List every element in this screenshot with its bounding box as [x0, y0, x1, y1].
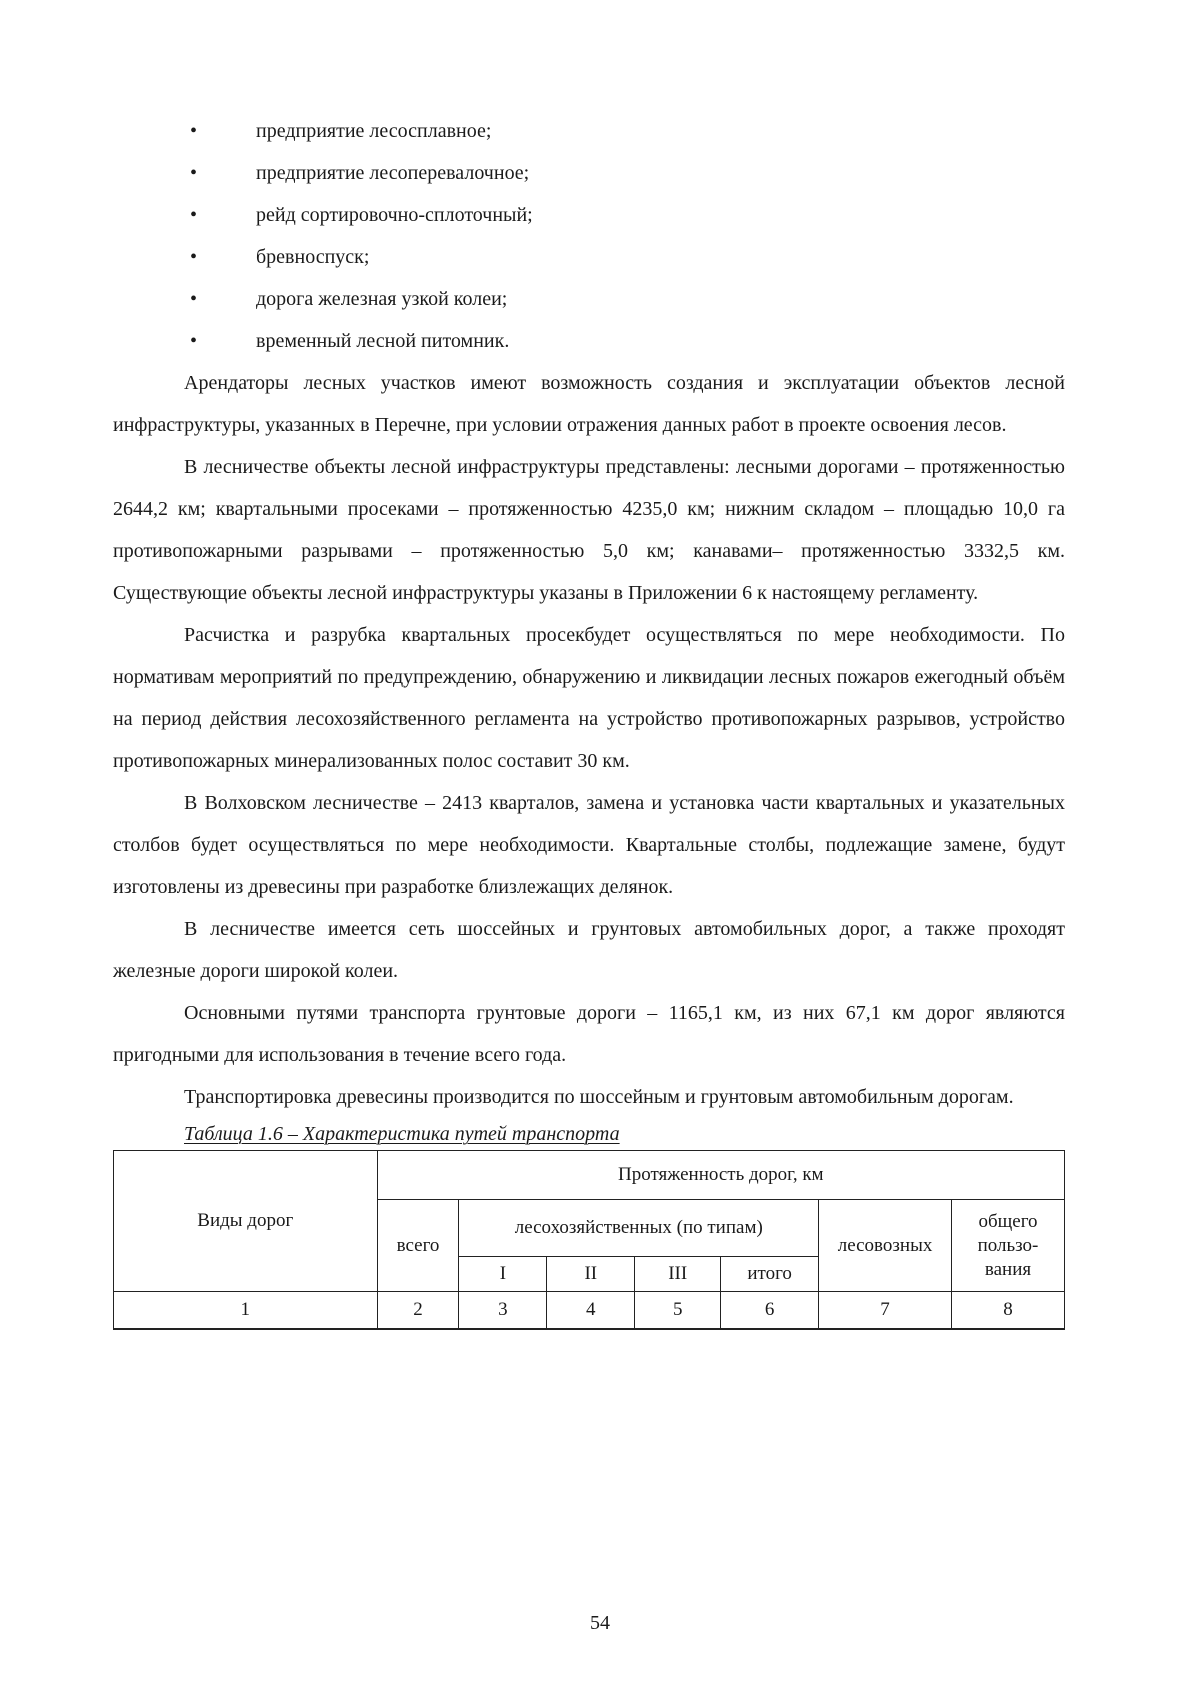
header-length: Протяженность дорог, км	[377, 1151, 1064, 1200]
header-forestry: лесохозяйственных (по типам)	[459, 1200, 819, 1257]
column-number: 4	[547, 1292, 635, 1330]
paragraph-lease-infrastructure: Арендаторы лесных участков имеют возможность создания и эксплуатации объектов лесной инфраструктуры, указанных в Перечне, при условии отражения данных работ в проекте освоения лесов.	[113, 372, 1065, 436]
list-item	[113, 278, 1065, 320]
bullet-icon: •	[190, 330, 198, 352]
paragraph-quarter-posts: В Волховском лесничестве – 2413 кварталов, замена и установка части квартальных и указательных столбов будет осуществляться по мере необходимости. Квартальные столбы, подлежащие замене, будут изготовлены из древесины при разработке близлежащих делянок.	[113, 792, 1065, 898]
column-number: 6	[721, 1292, 819, 1330]
bullet-icon: •	[190, 162, 198, 184]
list-item-text: дорога железная узкой колеи;	[256, 288, 508, 310]
header-logging: лесовозных	[819, 1200, 952, 1292]
list-item	[113, 320, 1065, 362]
column-number: 3	[459, 1292, 547, 1330]
bullet-icon: •	[190, 246, 198, 268]
page-number: 54	[590, 1612, 610, 1634]
header-type-1: I	[459, 1257, 547, 1292]
bullet-list	[113, 110, 1065, 362]
column-number: 7	[819, 1292, 952, 1330]
header-subtotal: итого	[721, 1257, 819, 1292]
transport-routes-table	[113, 1150, 1065, 1330]
column-number: 8	[952, 1292, 1065, 1330]
column-number: 5	[635, 1292, 721, 1330]
paragraph-infrastructure-objects: В лесничестве объекты лесной инфраструктуры представлены: лесными дорогами – протяженностью 2644,2 км; квартальными просеками – протяженностью 4235,0 км; нижним складом – площадью 10,0 га противопожарными разрывами – протяженностью 5,0 км; канавами– протяженностью 3332,5 км. Существующие объекты лесной инфраструктуры указаны в Приложении 6 к настоящему регламенту.	[113, 456, 1065, 604]
header-public: общего пользо-вания	[952, 1200, 1065, 1292]
list-item-text: рейд сортировочно-сплоточный;	[256, 204, 533, 226]
list-item	[113, 110, 1065, 152]
header-road-types: Виды дорог	[114, 1151, 378, 1292]
header-type-2: II	[547, 1257, 635, 1292]
column-number: 2	[377, 1292, 459, 1330]
list-item	[113, 152, 1065, 194]
list-item	[113, 236, 1065, 278]
bullet-icon: •	[190, 120, 198, 142]
column-number: 1	[114, 1292, 378, 1330]
paragraph-timber-transport: Транспортировка древесины производится по шоссейным и грунтовым автомобильным дорогам.	[184, 1086, 1014, 1108]
table-header-row	[114, 1151, 1065, 1200]
list-item-text: бревноспуск;	[256, 246, 370, 268]
list-item-text: временный лесной питомник.	[256, 330, 510, 352]
paragraph-main-routes: Основными путями транспорта грунтовые дороги – 1165,1 км, из них 67,1 км дорог являются пригодными для использования в течение всего года.	[113, 1002, 1065, 1066]
list-item-text: предприятие лесоперевалочное;	[256, 162, 530, 184]
paragraph-clearing-norms: Расчистка и разрубка квартальных просекбудет осуществляться по мере необходимости. По нормативам мероприятий по предупреждению, обнаружению и ликвидации лесных пожаров ежегодный объём на период действия лесохозяйственного регламента на устройство противопожарных разрывов, устройство противопожарных минерализованных полос составит 30 км.	[113, 624, 1065, 772]
header-type-3: III	[635, 1257, 721, 1292]
table-caption: Таблица 1.6 – Характеристика путей транспорта	[184, 1123, 620, 1145]
bullet-icon: •	[190, 288, 198, 310]
document-page	[113, 110, 1065, 1330]
table-row	[114, 1292, 1065, 1330]
header-total: всего	[377, 1200, 459, 1292]
list-item-text: предприятие лесосплавное;	[256, 120, 492, 142]
list-item	[113, 194, 1065, 236]
bullet-icon: •	[190, 204, 198, 226]
paragraph-road-network: В лесничестве имеется сеть шоссейных и грунтовых автомобильных дорог, а также проходят железные дороги широкой колеи.	[113, 918, 1065, 982]
